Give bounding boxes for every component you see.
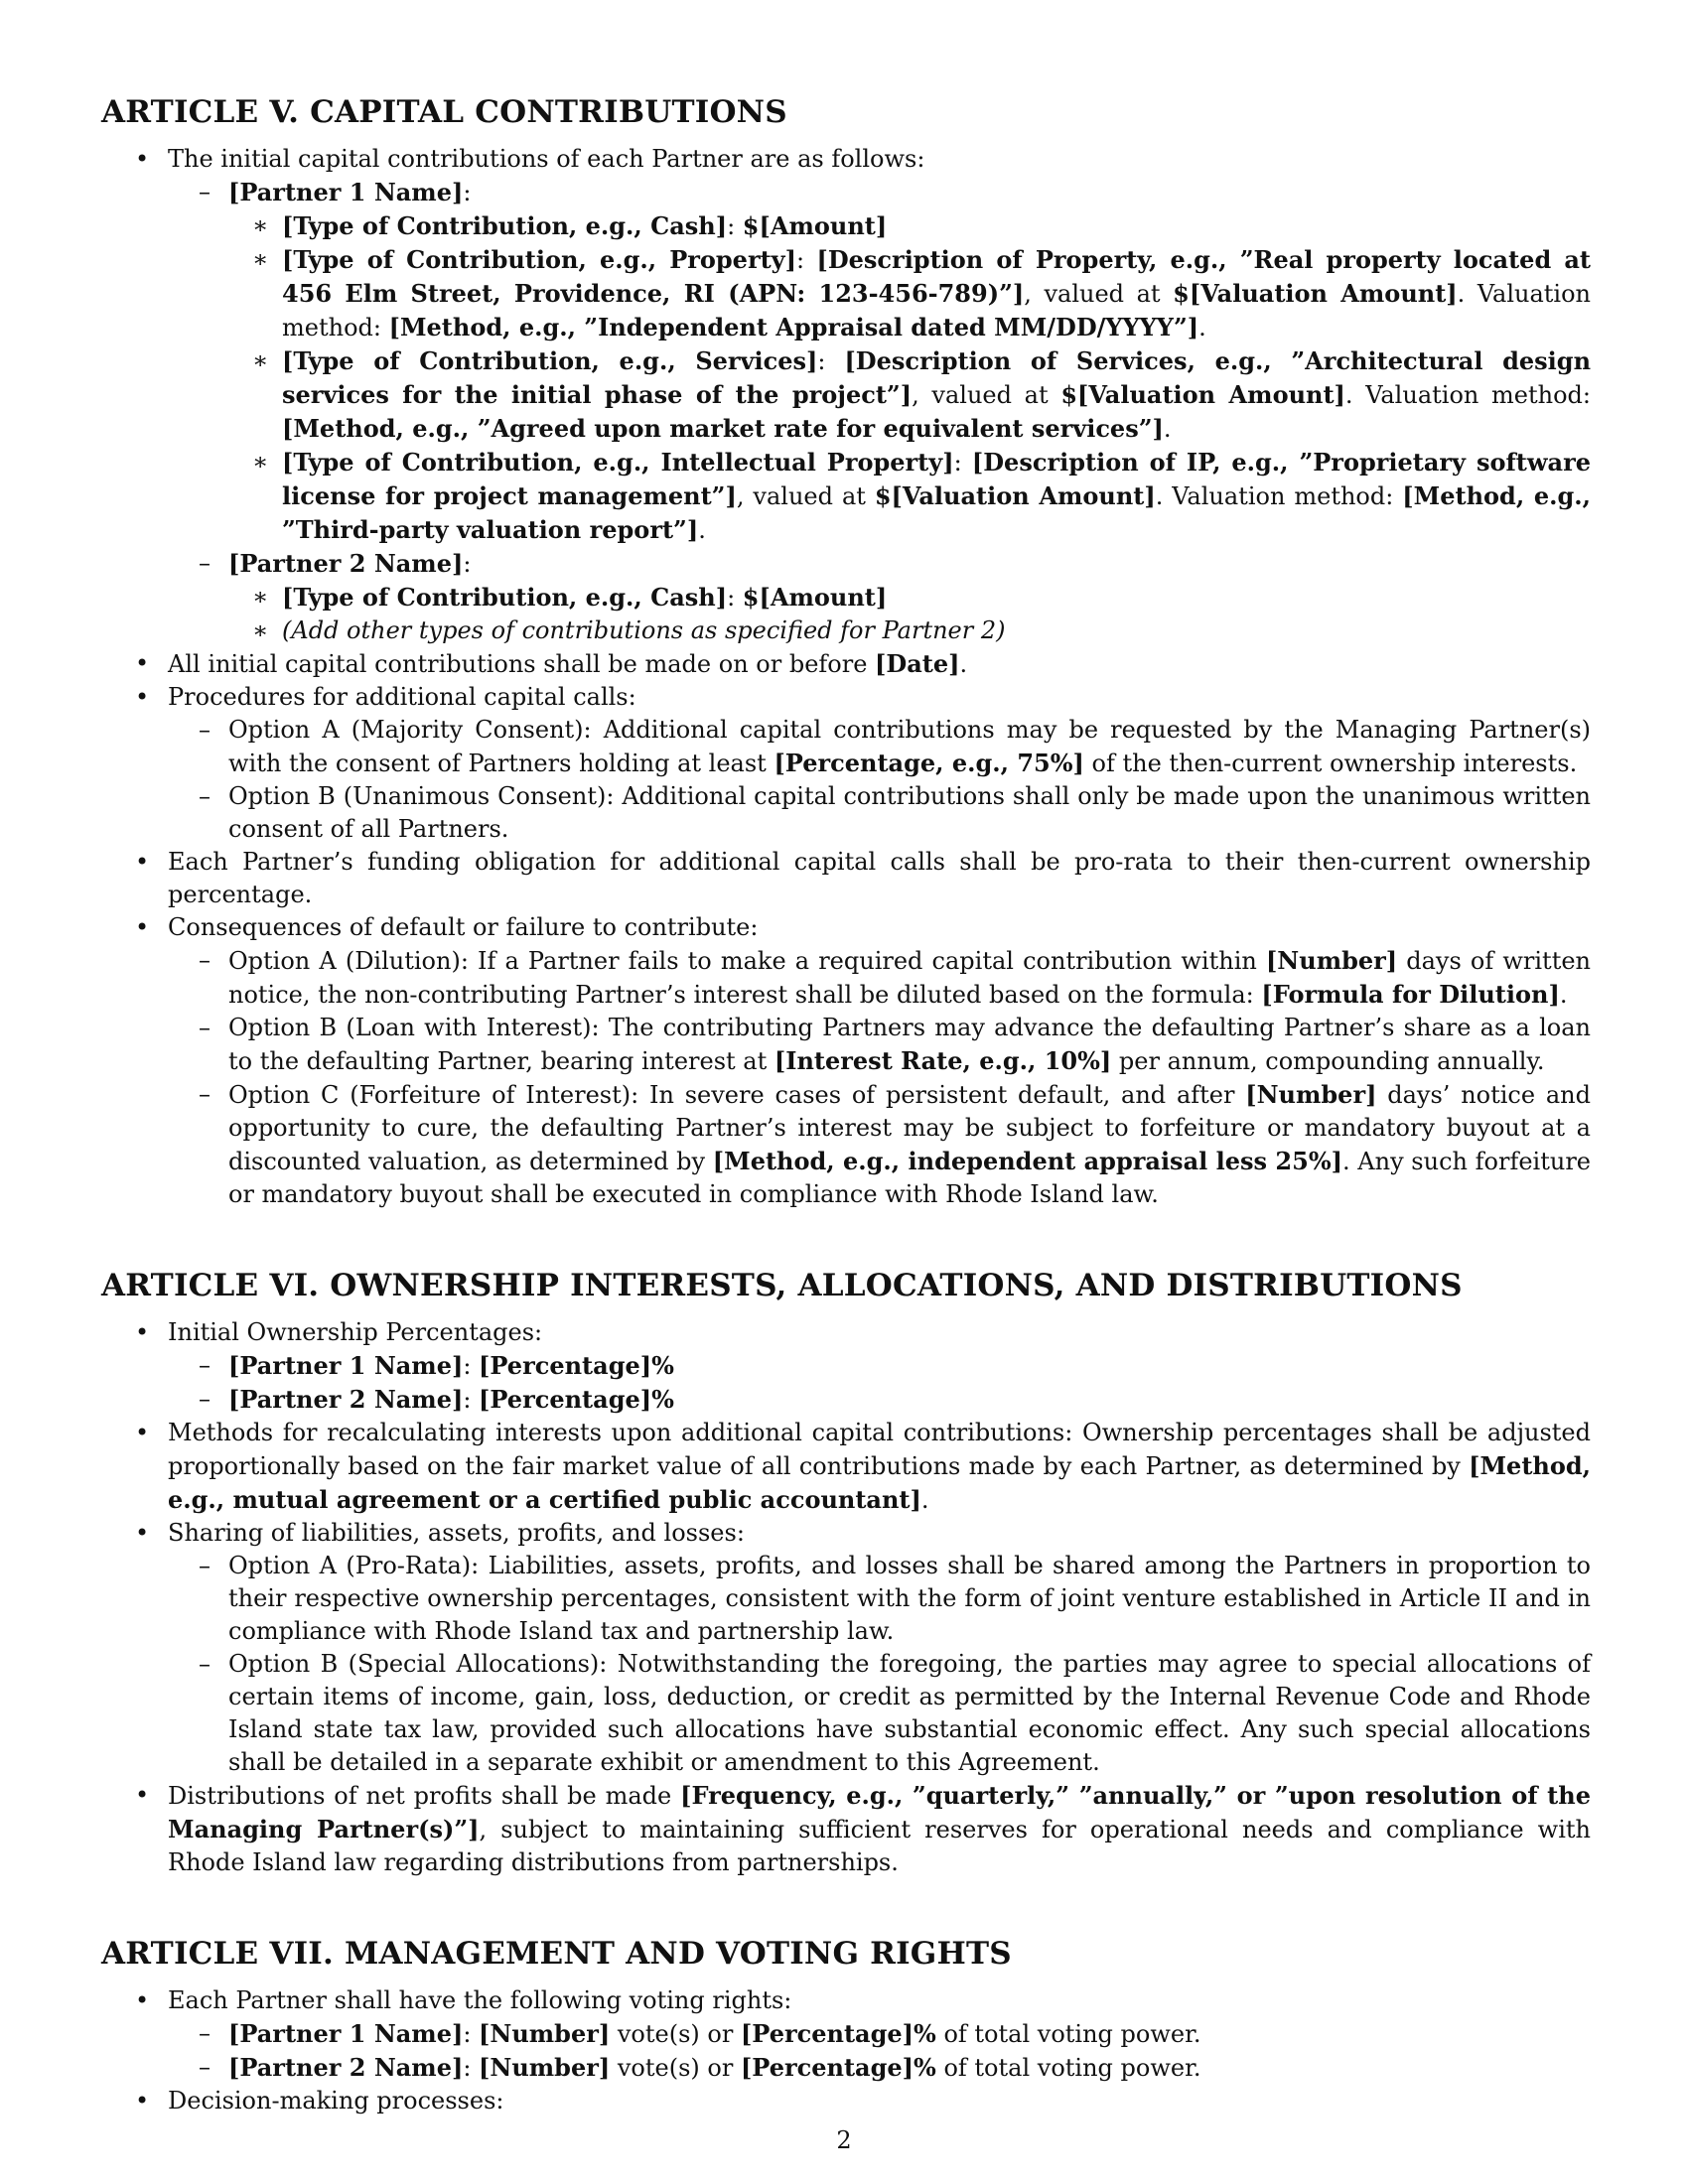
valuation-method: [Method, e.g., ”Agreed upon market rate for equivalent services”] xyxy=(282,414,1164,443)
contribution-type: [Type of Contribution, e.g., Intellectual Property] xyxy=(282,448,954,477)
ip-description: [Description of IP, e.g., ”Proprietary software license for project management”] xyxy=(282,448,1591,510)
text: Option B (Special Allocations): Notwithstanding the foregoing, the parties may agree to special allocations of certain items of income, gain, loss, deduction, or credit as permitted by the Internal Revenue Code and Rhode Island state tax law, provided such allocations have substantial economic effect. Any such special allocations shall be detailed in a separate exhibit or amendment to this Agreement. xyxy=(228,1650,1591,1776)
list-item: ∗ [Type of Contribution, e.g., Services]: [Description of Services, e.g., ”Architectural design services for the initial phase of the project”], valued at $[Valuation Amount]. Valuation method: [Method, e.g., ”Agreed upon market rate for equivalent services”]. xyxy=(101,344,1591,446)
text: of total voting power. xyxy=(935,2054,1201,2082)
text: of the then-current ownership interests. xyxy=(1083,750,1578,777)
list-item: ∗ [Type of Contribution, e.g., Cash]: $[Amount] xyxy=(101,209,1591,243)
list-item: – [Partner 2 Name]: xyxy=(101,547,1591,581)
contribution-type: [Type of Contribution, e.g., Cash] xyxy=(282,583,728,612)
article-7-heading: ARTICLE VII. MANAGEMENT AND VOTING RIGHTS xyxy=(101,1936,1012,1972)
list-item: • All initial capital contributions shall be made on or before [Date]. xyxy=(101,647,1591,681)
text: Sharing of liabilities, assets, profits, and losses: xyxy=(168,1519,745,1547)
valuation-amount: $[Valuation Amount] xyxy=(1060,380,1345,409)
percentage-placeholder: [Percentage]% xyxy=(479,1351,674,1380)
partner-2-name: [Partner 2 Name] xyxy=(228,549,464,578)
list-item xyxy=(101,1012,1591,1078)
text: Procedures for additional capital calls: xyxy=(168,683,636,711)
text: Initial Ownership Percentages: xyxy=(168,1318,543,1346)
text: Decision-making processes: xyxy=(168,2087,504,2115)
partner-2-name: [Partner 2 Name] xyxy=(228,1385,464,1414)
percentage-placeholder: [Percentage]% xyxy=(740,2019,936,2048)
contribution-type: [Type of Contribution, e.g., Services] xyxy=(282,346,818,375)
partner-1-name: [Partner 1 Name] xyxy=(228,178,464,206)
text: Option A (Pro-Rata): Liabilities, assets, profits, and losses shall be shared among the Partners in proportion to their respective ownership percentages, consistent with the form of joint venture established in Article II and in compliance with Rhode Island tax and partnership law. xyxy=(228,1552,1591,1645)
text: Distributions of net profits shall be made xyxy=(168,1782,681,1810)
text: . Valuation method: xyxy=(1344,381,1591,409)
date-placeholder: [Date] xyxy=(875,649,960,678)
text: Each Partner shall have the following voting rights: xyxy=(168,1986,792,2014)
list-item xyxy=(101,2085,1591,2117)
text: days of written notice, the non-contributing Partner’s interest shall be diluted based on the formula: xyxy=(228,947,1592,1009)
list-item: – [Partner 1 Name]: [Number] vote(s) or [Percentage]% of total voting power. xyxy=(101,2017,1591,2051)
text: Each Partner’s funding obligation for additional capital calls shall be pro-rata to their then-current ownership percentage. xyxy=(168,848,1591,908)
text: . Valuation method: xyxy=(1155,482,1403,510)
list-item xyxy=(101,1648,1591,1779)
partner-1-name: [Partner 1 Name] xyxy=(228,2019,464,2048)
page-number: 2 xyxy=(836,2126,852,2154)
list-item xyxy=(101,780,1591,846)
text: , subject to maintaining sufficient reserves for operational needs and compliance with Rhode Island law regarding distributions from partnerships. xyxy=(168,1816,1591,1876)
text: , valued at xyxy=(736,482,875,510)
partner-2-name: [Partner 2 Name] xyxy=(228,2053,464,2082)
text: of total voting power. xyxy=(935,2020,1201,2048)
text: vote(s) or xyxy=(610,2054,741,2082)
text: Consequences of default or failure to contribute: xyxy=(168,913,759,941)
list-item: – [Partner 1 Name]: [Percentage]% xyxy=(101,1349,1591,1383)
list-item: – [Partner 2 Name]: [Percentage]% xyxy=(101,1383,1591,1417)
percentage-placeholder: [Percentage]% xyxy=(479,1385,674,1414)
list-item: ∗ [Type of Contribution, e.g., Cash]: $[Amount] xyxy=(101,581,1591,614)
list-item xyxy=(101,1078,1591,1211)
text: per annum, compounding annually. xyxy=(1111,1047,1545,1075)
valuation-amount: $[Valuation Amount] xyxy=(874,481,1156,510)
document-page xyxy=(101,91,1591,2117)
list-item xyxy=(101,714,1591,780)
method-placeholder: [Method, e.g., mutual agreement or a certified public accountant] xyxy=(168,1451,1591,1514)
contribution-type: [Type of Contribution, e.g., Cash] xyxy=(282,211,728,240)
amount: $[Amount] xyxy=(742,583,888,612)
note: (Add other types of contributions as specified for Partner 2) xyxy=(282,616,1006,644)
number-placeholder: [Number] xyxy=(1265,946,1398,975)
article-7-list xyxy=(101,1984,1591,2117)
list-item xyxy=(101,846,1591,911)
rate-placeholder: [Interest Rate, e.g., 10%] xyxy=(774,1046,1112,1075)
valuation-method: [Method, e.g., ”Third-party valuation report”] xyxy=(282,481,1591,544)
text: vote(s) or xyxy=(610,2020,741,2048)
number-placeholder: [Number] xyxy=(479,2019,611,2048)
text: Option A (Majority Consent): Additional capital contributions may be requested by the Managing Partner(s) with the consent of Partners holding at least xyxy=(228,716,1591,777)
formula-placeholder: [Formula for Dilution] xyxy=(1261,980,1560,1009)
text: . Any such forfeiture or mandatory buyout shall be executed in compliance with Rhode Island law. xyxy=(228,1148,1591,1208)
text: The initial capital contributions of each Partner are as follows: xyxy=(168,145,925,173)
list-item xyxy=(101,1779,1591,1879)
text: Methods for recalculating interests upon additional capital contributions: Ownership percentages shall be adjusted proportionally based on the fair market value of all contributions made by each Partner, as determined by xyxy=(168,1419,1591,1480)
text: Option C (Forfeiture of Interest): In severe cases of persistent default, and after xyxy=(228,1081,1246,1109)
list-item xyxy=(101,911,1591,944)
percentage-placeholder: [Percentage]% xyxy=(740,2053,936,2082)
text: , valued at xyxy=(1024,280,1174,308)
text: . Valuation method: xyxy=(282,280,1591,341)
valuation-amount: $[Valuation Amount] xyxy=(1173,279,1458,308)
list-item: – Option A (Dilution): If a Partner fails to make a required capital contribution within [Number] days of written notice, the non-contributing Partner’s interest shall be diluted based on the formula: [Formula for Dilution]. xyxy=(101,944,1591,1012)
text: All initial capital contributions shall be made on or before xyxy=(168,650,876,678)
article-5-list xyxy=(101,143,1591,1211)
article-5-heading: ARTICLE V. CAPITAL CONTRIBUTIONS xyxy=(101,94,787,130)
text: days’ notice and opportunity to cure, the defaulting Partner’s interest may be subject to forfeiture or mandatory buyout at a discounted valuation, as determined by xyxy=(228,1081,1591,1175)
list-item xyxy=(101,1517,1591,1550)
text: , valued at xyxy=(912,381,1061,409)
method-placeholder: [Method, e.g., independent appraisal less 25%] xyxy=(712,1147,1342,1175)
list-item xyxy=(101,681,1591,714)
text: Option B (Loan with Interest): The contributing Partners may advance the defaulting Partner’s share as a loan to the defaulting Partner, bearing interest at xyxy=(228,1014,1591,1075)
valuation-method: [Method, e.g., ”Independent Appraisal dated MM/DD/YYYY”] xyxy=(388,313,1199,341)
article-6-heading: ARTICLE VI. OWNERSHIP INTERESTS, ALLOCATIONS, AND DISTRIBUTIONS xyxy=(101,1268,1463,1303)
percentage-placeholder: [Percentage, e.g., 75%] xyxy=(774,749,1084,777)
number-placeholder: [Number] xyxy=(479,2053,611,2082)
contribution-type: [Type of Contribution, e.g., Property] xyxy=(282,245,796,274)
property-description: [Description of Property, e.g., ”Real property located at 456 Elm Street, Providence, RI (APN: 123-456-789)”] xyxy=(282,245,1591,308)
list-item: • Methods for recalculating interests upon additional capital contributions: Ownership percentages shall be adjusted proportionally based on the fair market value of all contributions made by each Partner, as determined by [Method, e.g., mutual agreement or a certified public accountant]. xyxy=(101,1417,1591,1517)
article-6-list xyxy=(101,1316,1591,1879)
list-item: – [Partner 2 Name]: [Number] vote(s) or [Percentage]% of total voting power. xyxy=(101,2051,1591,2085)
list-item xyxy=(101,614,1591,647)
list-item: ∗ [Type of Contribution, e.g., Intellectual Property]: [Description of IP, e.g., ”Proprietary software license for project management”], valued at $[Valuation Amount]. Valuation method: [Method, e.g., ”Third-party valuation report”]. xyxy=(101,446,1591,547)
frequency-placeholder: [Frequency, e.g., ”quarterly,” ”annually,” or ”upon resolution of the Managing Partner(s)”] xyxy=(168,1781,1591,1843)
amount: $[Amount] xyxy=(742,211,888,240)
list-item: – [Partner 1 Name]: xyxy=(101,176,1591,209)
text: Option A (Dilution): If a Partner fails to make a required capital contribution within xyxy=(228,947,1266,975)
list-item xyxy=(101,143,1591,176)
list-item xyxy=(101,1316,1591,1349)
services-description: [Description of Services, e.g., ”Architectural design services for the initial phase of the project”] xyxy=(282,346,1592,409)
list-item xyxy=(101,1984,1591,2017)
list-item: ∗ [Type of Contribution, e.g., Property]: [Description of Property, e.g., ”Real property located at 456 Elm Street, Providence, RI (APN: 123-456-789)”], valued at $[Valuation Amount]. Valuation method: [Method, e.g., ”Independent Appraisal dated MM/DD/YYYY”]. xyxy=(101,243,1591,344)
number-placeholder: [Number] xyxy=(1245,1080,1377,1109)
text: Option B (Unanimous Consent): Additional capital contributions shall only be made upon the unanimous written consent of all Partners. xyxy=(228,782,1591,843)
list-item xyxy=(101,1550,1591,1648)
partner-1-name: [Partner 1 Name] xyxy=(228,1351,464,1380)
